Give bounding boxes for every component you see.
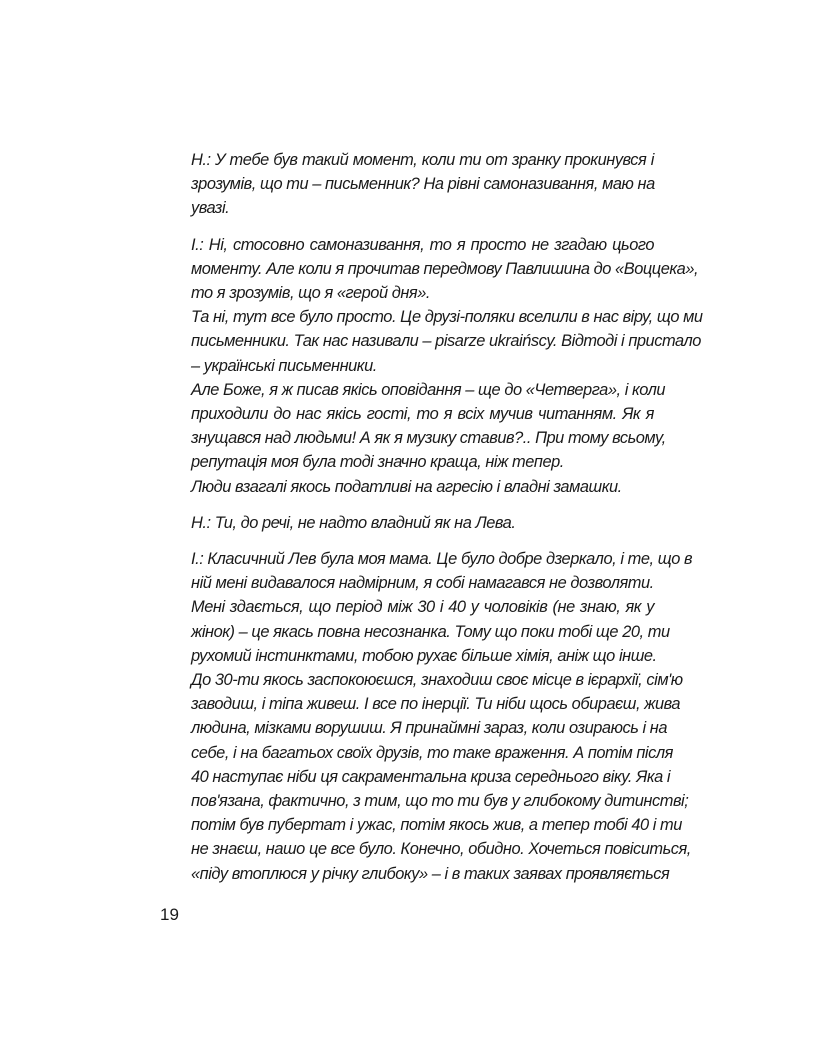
text-line: – українські письменники. xyxy=(191,356,377,375)
text-line: людина, мізками ворушиш. Я принаймні зараз, коли озираюсь і на xyxy=(191,719,668,738)
text-line: ній мені видавалося надмірним, я собі намагався не дозволяти. xyxy=(191,574,654,593)
text-line: «піду втоплюся у річку глибоку» – і в таких заявах проявляється xyxy=(191,864,670,883)
paragraph xyxy=(191,511,654,535)
text-line: заводиш, і тіпа живеш. І все по інерції. Ти ніби щось обираєш, жива xyxy=(191,695,681,714)
text-line: І.: Класичний Лев була моя мама. Це було добре дзеркало, і те, що в xyxy=(191,550,693,569)
text-line: Та ні, тут все було просто. Це друзі-поляки вселили в нас віру, що ми xyxy=(191,308,703,327)
text-line: увазі. xyxy=(191,199,230,218)
text-line: І.: Ні, стосовно самоназивання, то я просто не згадаю цього xyxy=(191,235,654,254)
text-line: рухомий інстинктами, тобою рухає більше хімія, аніж що інше. xyxy=(191,646,657,665)
text-line: репутація моя була тоді значно краща, ніж тепер. xyxy=(191,453,564,472)
paragraph xyxy=(191,547,693,886)
text-line: себе, і на багатьох своїх друзів, то таке враження. А потім після xyxy=(191,743,673,762)
text-line: знущався над людьми! А як я музику ставив?.. При тому всьому, xyxy=(191,429,666,448)
text-line: письменники. Так нас називали – pisarze ukraińscy. Відтоді і пристало xyxy=(191,332,701,351)
page-number: 19 xyxy=(160,905,179,924)
text-line: Люди взагалі якось податливі на агресію і владні замашки. xyxy=(191,477,622,496)
text-line: Н.: У тебе був такий момент, коли ти от зранку прокинувся і xyxy=(191,151,654,169)
page-body-text xyxy=(191,148,703,898)
text-line: Але Боже, я ж писав якісь оповідання – ще до «Четверга», і коли xyxy=(191,380,666,399)
text-line: До 30-ти якось заспокоюєшся, знаходиш своє місце в ієрархії, сім'ю xyxy=(191,671,683,690)
paragraph xyxy=(191,148,654,221)
text-line: приходили до нас якісь гості, то я всіх мучив читанням. Як я xyxy=(191,405,654,424)
text-line: пов'язана, фактично, з тим, що то ти був у глибокому дитинстві; xyxy=(191,792,689,811)
text-line: Мені здається, що період між 30 і 40 у чоловіків (не знаю, як у xyxy=(191,598,654,617)
text-line: 40 наступає ніби ця сакраментальна криза середнього віку. Яка і xyxy=(191,767,671,786)
text-line: жінок) – це якась повна несознанка. Тому що поки тобі ще 20, ти xyxy=(191,622,670,641)
text-line: то я зрозумів, що я «герой дня». xyxy=(191,284,430,303)
text-line: моменту. Але коли я прочитав передмову Павлишина до «Воццека», xyxy=(191,259,699,278)
text-line: зрозумів, що ти – письменник? На рівні самоназивання, маю на xyxy=(191,175,655,194)
text-line: потім був пубертат і ужас, потім якось жив, а тепер тобі 40 і ти xyxy=(191,816,682,835)
text-line: Н.: Ти, до речі, не надто владний як на Лева. xyxy=(191,513,516,532)
paragraph xyxy=(191,233,703,499)
text-line: не знаєш, нашо це все було. Конечно, обидно. Хочеться повіситься, xyxy=(191,840,691,859)
